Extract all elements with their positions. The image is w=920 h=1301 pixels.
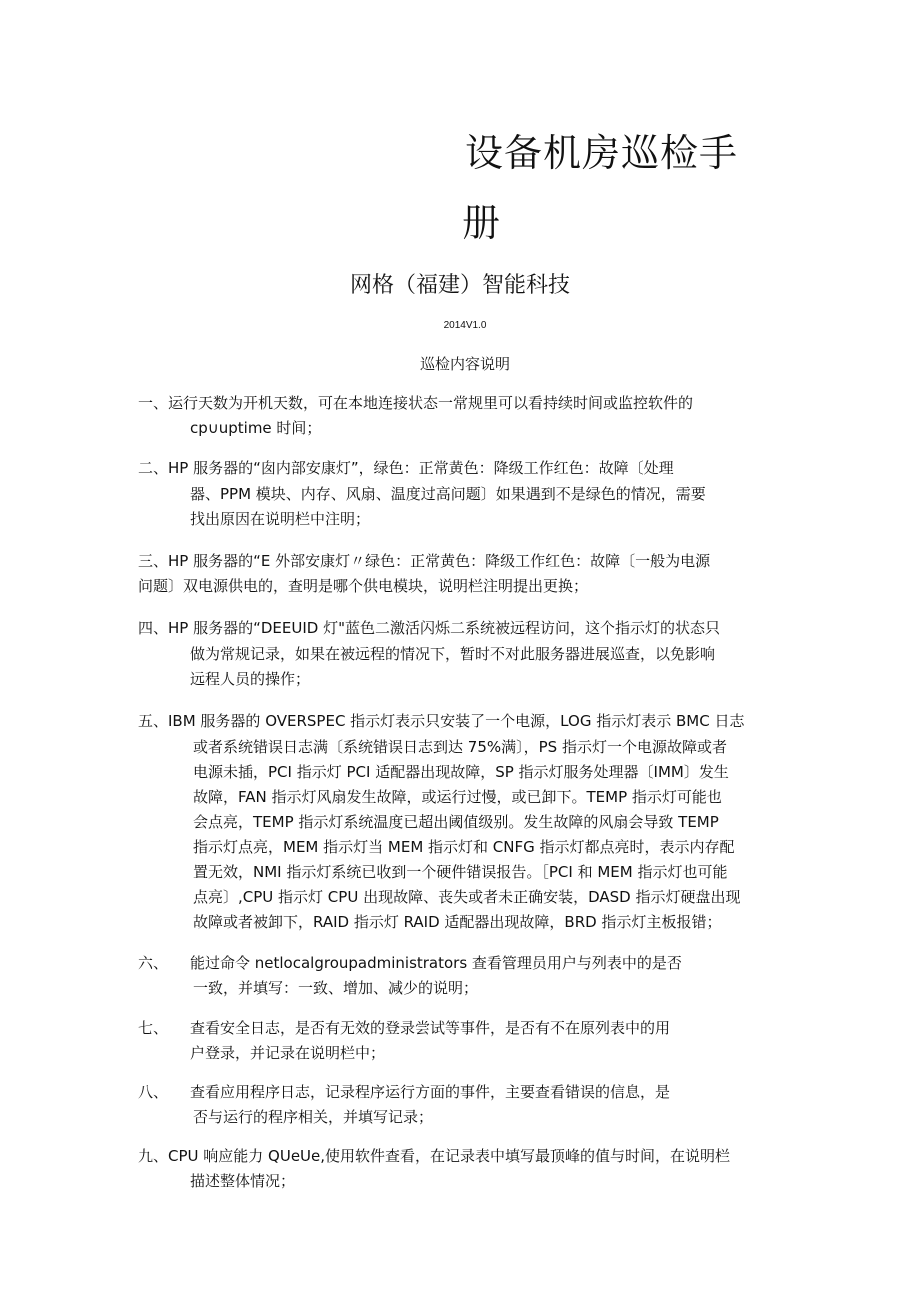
item-9-line-2: 描述整体情况； (190, 1172, 296, 1190)
item-8-line-1: 查看应用程序日志，记录程序运行方面的事件，主要查看错误的信息，是 (190, 1083, 671, 1101)
item-7-line-2: 户登录，并记录在说明栏中； (190, 1044, 386, 1062)
item-2-line-1: 二、HP 服务器的“囱内部安康灯”，绿色：正常黄色：降级工作红色：故障〔处理 (138, 459, 674, 477)
item-1-line-1: 一、运行天数为开机天数，可在本地连接状态一常规里可以看持续时间或监控软件的 (138, 394, 694, 412)
item-1-line-2: cp∪uptime 时间； (190, 419, 322, 437)
item-8-line-2: 否与运行的程序相关，并填写记录； (193, 1108, 434, 1126)
item-6-line-2: 一致，并填写：一致、增加、减少的说明； (193, 979, 479, 997)
item-5-line-8: 点亮〕,CPU 指示灯 CPU 出现故障、丧失或者未正确安装，DASD 指示灯硬盘出现 (193, 888, 741, 906)
item-3-line-1: 三、HP 服务器的“E 外部安康灯〃绿色：正常黄色：降级工作红色：故障〔一般为电源 (138, 552, 711, 570)
item-4-line-1: 四、HP 服务器的“DEEUID 灯"蓝色二激活闪烁二系统被远程访问，这个指示灯的状态只 (138, 619, 720, 637)
item-5-line-4: 故障，FAN 指示灯风扇发生故障，或运行过慢，或已卸下。TEMP 指示灯可能也 (193, 788, 722, 806)
document-title-line1: 设备机房巡检手 (465, 131, 739, 175)
item-5-line-6: 指示灯点亮，MEM 指示灯当 MEM 指示灯和 CNFG 指示灯都点亮时，表示内存配 (193, 838, 735, 856)
item-7-line-1: 查看安全日志，是否有无效的登录尝试等事件，是否有不在原列表中的用 (190, 1019, 671, 1037)
item-6-line-1: 能过命令 netlocalgroupadministrators 查看管理员用户与列表中的是否 (190, 954, 682, 972)
item-4-line-2: 做为常规记录，如果在被远程的情况下，暂时不对此服务器进展巡查，以免影响 (190, 645, 716, 663)
item-2-line-3: 找出原因在说明栏中注明； (190, 510, 371, 528)
item-8-number: 八、 (138, 1083, 169, 1101)
item-5-line-3: 电源未插，PCI 指示灯 PCI 适配器出现故障，SP 指示灯服务处理器〔IMM〕发生 (193, 763, 729, 781)
item-5-line-7: 置无效，NMI 指示灯系统已收到一个硬件错误报告。［PCI 和 MEM 指示灯也可能 (193, 863, 728, 881)
item-5-line-9: 故障或者被卸下，RAID 指示灯 RAID 适配器出现故障，BRD 指示灯主板报错； (193, 913, 722, 931)
item-3-line-2: 问题〕双电源供电的，查明是哪个供电模块，说明栏注明提出更换； (138, 577, 589, 595)
item-2-line-2: 器、PPM 模块、内存、风扇、温度过高问题〕如果遇到不是绿色的情况，需要 (190, 485, 706, 503)
item-6-number: 六、 (138, 954, 169, 972)
section-heading: 巡检内容说明 (419, 355, 510, 373)
company-name: 网格（福建）智能科技 (349, 273, 570, 298)
document-title-line2: 册 (462, 201, 501, 245)
item-7-number: 七、 (138, 1019, 169, 1037)
document-version: 2014V1.0 (443, 320, 487, 331)
item-4-line-3: 远程人员的操作； (190, 670, 311, 688)
item-9-line-1: 九、CPU 响应能力 QUeUe,使用软件查看，在记录表中填写最顶峰的值与时间，在说明栏 (138, 1147, 731, 1165)
item-5-line-2: 或者系统错误日志满〔系统错误日志到达 75%满〕，PS 指示灯一个电源故障或者 (193, 738, 727, 756)
item-5-line-1: 五、IBM 服务器的 OVERSPEC 指示灯表示只安装了一个电源，LOG 指示灯表示 BMC 日志 (138, 712, 745, 730)
item-5-line-5: 会点亮，TEMP 指示灯系统温度已超出阈值级别。发生故障的风扇会导致 TEMP (193, 813, 719, 831)
